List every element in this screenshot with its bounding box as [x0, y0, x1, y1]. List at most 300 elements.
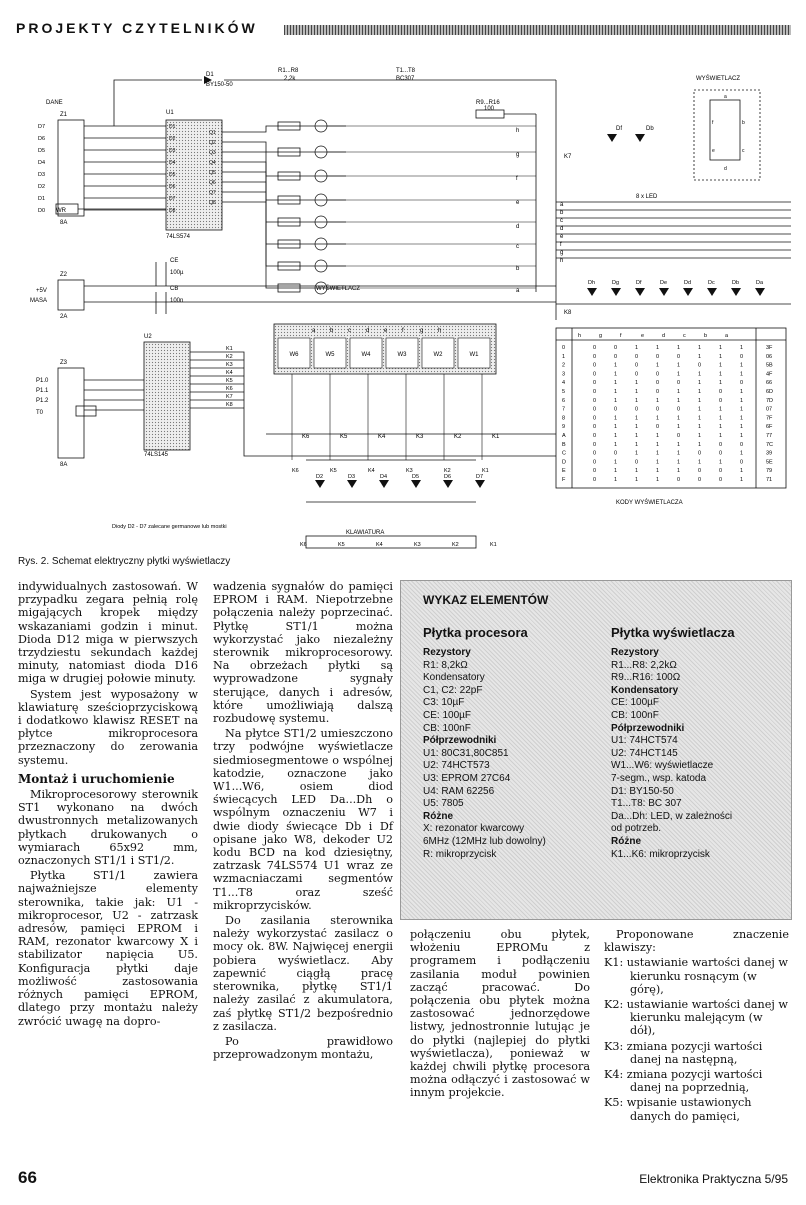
segment-label: f [560, 242, 562, 248]
pin-label: K3 [226, 362, 233, 368]
table-cell: 0 [593, 459, 597, 466]
part-item: Półprzewodniki [423, 735, 497, 747]
segment-label: f [516, 176, 518, 182]
pin-label: K1 [226, 346, 233, 352]
table-cell: 1 [719, 415, 723, 422]
table-cell: 1 [677, 362, 681, 369]
segment-label: g [420, 328, 424, 334]
pin-label: D0 [38, 208, 46, 214]
paragraph: Mikroprocesorowy sterownik ST1 wykonano na dwóch dwustronnych metalizowanych płytkach drukowanych o wymiarach 65x92 mm, oznaczonych ST1/1 i ST1/2. [18, 788, 198, 868]
table-cell: 0 [719, 468, 723, 475]
schematic-label: 100n [170, 298, 184, 304]
page-number: 66 [18, 1168, 37, 1187]
table-cell: 0 [740, 441, 744, 448]
table-cell: 2 [562, 362, 566, 369]
table-cell: 7C [766, 441, 774, 448]
table-cell: 1 [614, 371, 618, 378]
segment-label: b [742, 120, 745, 126]
part-item: 7-segm., wsp. katoda [611, 772, 707, 784]
part-item: CE: 100µF [423, 709, 472, 721]
table-cell: 0 [614, 450, 618, 457]
key-label: K3 [406, 468, 413, 474]
schematic-label: +5V [36, 288, 47, 294]
led-label: Dh [588, 280, 596, 286]
table-cell: 0 [562, 345, 566, 351]
table-cell: 1 [740, 415, 744, 422]
segment-label: b [330, 328, 334, 334]
table-cell: 1 [740, 389, 744, 395]
table-cell: 1 [698, 441, 702, 448]
schematic-label: WYŚWIETLACZ [696, 76, 741, 82]
diode-symbol [411, 480, 421, 488]
led-label: Dg [612, 280, 620, 286]
table-cell: 1 [656, 415, 660, 422]
diode-label: D6 [444, 474, 452, 480]
table-cell: 1 [719, 345, 723, 351]
table-cell: 1 [677, 468, 681, 475]
table-cell: 9 [562, 424, 566, 431]
table-cell: E [562, 468, 566, 475]
part-item: CE: 100µF [611, 697, 660, 709]
pin-label: D4 [169, 160, 176, 166]
led-symbol [635, 134, 645, 142]
table-cell: 6 [562, 397, 566, 404]
table-cell: 0 [593, 441, 597, 448]
table-cell: 1 [656, 362, 660, 369]
table-cell: 0 [677, 353, 681, 360]
table-cell: 0 [593, 397, 597, 404]
table-cell: 1 [740, 397, 744, 404]
table-cell: 0 [635, 362, 639, 369]
led-symbol [707, 288, 717, 296]
table-cell: 0 [719, 389, 723, 395]
table-cell: 0 [593, 362, 597, 369]
schematic-label: T0 [36, 410, 44, 416]
section-heading: Montaż i uruchomienie [18, 771, 175, 786]
table-cell: 0 [614, 406, 618, 413]
segment-label: g [560, 250, 564, 256]
parts-list-title: WYKAZ ELEMENTÓW [423, 593, 549, 607]
part-item: W1...W6: wyświetlacze [611, 760, 714, 772]
table-header: c [683, 333, 686, 339]
table-cell: 1 [740, 433, 744, 439]
part-item: R: mikroprzycisk [423, 848, 497, 860]
table-cell: 1 [698, 459, 702, 466]
diode-label: D3 [348, 474, 356, 480]
segment-label: h [438, 328, 442, 334]
part-item: Różne [423, 810, 453, 822]
table-cell: 0 [719, 441, 723, 448]
table-cell: 1 [656, 477, 660, 483]
led-symbol [635, 288, 645, 296]
schematic-label: P1.1 [36, 388, 49, 394]
table-cell: 0 [593, 380, 597, 387]
diode-symbol [315, 480, 325, 488]
table-cell: 1 [719, 433, 723, 439]
part-item: U1: 74HCT574 [611, 735, 678, 747]
table-cell: 0 [656, 380, 660, 387]
table-cell: 1 [614, 389, 618, 395]
table-cell: 1 [719, 406, 723, 413]
table-cell: 1 [635, 468, 639, 475]
table-cell: 1 [698, 371, 702, 378]
key-label: K3 [414, 542, 421, 548]
schematic-label: DANE [46, 100, 63, 106]
table-cell: 0 [635, 353, 639, 360]
key-label: K6 [292, 468, 299, 474]
table-cell: 39 [766, 450, 773, 457]
schematic-label: 74LS574 [166, 234, 191, 240]
paragraph: Proponowane znaczenie klawiszy: [604, 928, 789, 955]
key-label: K2 [452, 542, 459, 548]
figure-caption: Rys. 2. Schemat elektryczny płytki wyświetlaczy [18, 556, 231, 567]
table-header: e [641, 333, 645, 339]
pin-label: Q3 [209, 150, 216, 156]
led-label: Dd [684, 280, 692, 286]
pin-label: D7 [169, 196, 176, 202]
table-cell: 1 [614, 441, 618, 448]
circuit-schematic [16, 52, 791, 552]
schematic-label: 100 [484, 106, 495, 112]
table-cell: 0 [698, 468, 702, 475]
part-item: Da...Dh: LED, w zależności [611, 810, 733, 822]
text-column-3 [410, 928, 590, 1102]
table-cell: 1 [635, 441, 639, 448]
led-label: Da [756, 280, 764, 286]
table-cell: 1 [719, 362, 723, 369]
part-item: K1...K6: mikroprzycisk [611, 848, 710, 860]
segment-label: d [560, 226, 564, 232]
led-label: Df [636, 280, 642, 286]
key-list [604, 956, 789, 1122]
table-cell: 0 [593, 415, 597, 422]
table-cell: 1 [698, 345, 702, 351]
diode-symbol [475, 480, 485, 488]
table-cell: 0 [740, 353, 744, 360]
schematic-label: CB [170, 286, 179, 292]
table-cell: 1 [698, 397, 702, 404]
segment-label: e [384, 328, 388, 334]
table-cell: 1 [719, 353, 723, 360]
text-column-1 [18, 580, 198, 1030]
schematic-label: KLAWIATURA [346, 530, 385, 536]
led-symbol [607, 134, 617, 142]
table-cell: 0 [593, 353, 597, 360]
paragraph: wadzenia sygnałów do pamięci EPROM i RAM. Niepotrzebne połączenia należy poprzecinać. Płytkę ST1/1 można wykorzystać jako niezależny sterownik mikroprocesorowy. Na obrzeżach płytki są wyprowadzone sygnały sterujące, danych i adresów, które umożliwiają dalszą rozbudowę systemu. [213, 580, 393, 726]
schematic-label: D1 [206, 72, 214, 78]
table-cell: 1 [635, 380, 639, 387]
key-description: K3: zmiana pozycji wartości danej na następną, [604, 1039, 763, 1066]
table-cell: 1 [635, 389, 639, 395]
table-cell: 1 [698, 415, 702, 422]
parts-left-list [423, 647, 546, 861]
schematic-label: U1 [166, 110, 174, 116]
table-cell: 0 [677, 477, 681, 483]
table-cell: 1 [698, 433, 702, 439]
table-cell: 0 [719, 450, 723, 457]
schematic-label: 100µ [170, 270, 184, 276]
part-item: Rezystory [611, 647, 659, 658]
key-label: K1 [492, 434, 500, 440]
diode-symbol [347, 480, 357, 488]
table-cell: 1 [698, 389, 702, 395]
table-header: f [620, 333, 622, 339]
schematic-label: U2 [144, 334, 152, 340]
pin-label: K8 [226, 402, 233, 408]
page-header [16, 20, 791, 42]
table-cell: 1 [635, 345, 639, 351]
table-cell: 0 [614, 353, 618, 360]
pin-label: D7 [38, 124, 46, 130]
table-cell: 1 [656, 441, 660, 448]
diode-label: D7 [476, 474, 484, 480]
table-cell: 1 [719, 380, 723, 387]
table-cell: 1 [677, 459, 681, 466]
table-cell: 1 [740, 450, 744, 457]
key-label: K6 [300, 542, 307, 548]
part-item: R1: 8,2kΩ [423, 659, 468, 671]
schematic-label: CE [170, 258, 179, 264]
segment-label: c [560, 218, 563, 224]
key-description: K2: ustawianie wartości danej w kierunku malejącym (w dół), [604, 998, 788, 1038]
schematic-label: 8A [60, 220, 68, 226]
part-item: Półprzewodniki [611, 722, 685, 734]
segment-label: h [560, 258, 564, 264]
table-cell: 1 [719, 424, 723, 431]
table-cell: F [562, 477, 566, 483]
diode-label: D5 [412, 474, 420, 480]
key-label: K3 [416, 434, 424, 440]
part-item: U1: 80C31,80C851 [423, 747, 509, 759]
led-symbol [659, 288, 669, 296]
table-cell: 6D [766, 389, 774, 395]
table-cell: 1 [740, 406, 744, 413]
table-cell: 1 [698, 406, 702, 413]
led-symbol [755, 288, 765, 296]
table-cell: 1 [614, 424, 618, 431]
table-cell: 1 [656, 468, 660, 475]
key-description: K1: ustawianie wartości danej w kierunku rosnącym (w górę), [604, 956, 788, 996]
pin-label: K5 [226, 378, 233, 384]
pin-label: Q4 [209, 160, 216, 166]
table-cell: 1 [635, 433, 639, 439]
table-cell: 1 [677, 441, 681, 448]
pin-label: Q8 [209, 200, 216, 206]
part-item: Kondensatory [423, 672, 485, 684]
table-cell: 0 [740, 459, 744, 466]
schematic-label: 8A [60, 462, 68, 468]
table-cell: 0 [593, 424, 597, 431]
key-label: K4 [378, 434, 386, 440]
table-cell: 1 [562, 353, 566, 360]
paragraph: Po prawidłowo przeprowadzonym montażu, [213, 1034, 393, 1062]
table-cell: 66 [766, 380, 773, 387]
part-item: C3: 10µF [423, 697, 465, 709]
schematic-label: R9...R16 [476, 100, 500, 106]
table-cell: 0 [593, 371, 597, 378]
key-label: K5 [338, 542, 345, 548]
schematic-label: R1...R8 [278, 68, 299, 74]
table-cell: C [562, 450, 566, 457]
pin-label: D6 [169, 184, 176, 190]
segment-label: c [742, 148, 745, 154]
schematic-label: WYŚWIETLACZ [316, 286, 361, 292]
pin-label: D6 [38, 136, 46, 142]
key-label: K5 [330, 468, 337, 474]
part-item: Rezystory [423, 647, 471, 658]
led-symbol [587, 288, 597, 296]
pin-label: D5 [169, 172, 176, 178]
pin-label: K7 [226, 394, 233, 400]
table-cell: 0 [656, 424, 660, 431]
part-item: D1: BY150-50 [611, 785, 674, 797]
table-cell: 4 [562, 380, 566, 387]
table-cell: 0 [698, 450, 702, 457]
parts-right-list [611, 647, 732, 861]
table-cell: 1 [614, 459, 618, 466]
schematic-label: 2A [60, 314, 68, 320]
paragraph: Na płytce ST1/2 umieszczono trzy podwójne wyświetlacze siedmiosegmentowe o wspólnej katodzie, oznaczone jako W1...W6, osiem diod świecących LED Da...Dh o wspólnym oznaczeniu W7 i dwie diody świecące Db i Df opisane jako W8, dekoder U2 kodu BCD na kod dziesiętny, zatrzask 74LS574 U1 wraz ze wzmacniaczami segmentów T1...T8 oraz sześć mikroprzycisków. [213, 727, 393, 912]
table-cell: 3 [562, 371, 566, 378]
schematic-label: P1.2 [36, 398, 49, 404]
table-cell: 1 [677, 450, 681, 457]
table-cell: 7 [562, 406, 566, 413]
key-description: K4: zmiana pozycji wartości danej na poprzednią, [604, 1068, 763, 1095]
table-cell: 0 [656, 353, 660, 360]
table-cell: 06 [766, 353, 773, 360]
pin-label: Q2 [209, 140, 216, 146]
table-cell: 0 [698, 362, 702, 369]
table-cell: 77 [766, 433, 773, 439]
table-cell: 1 [614, 433, 618, 439]
segment-label: a [724, 94, 727, 100]
part-item: U4: RAM 62256 [423, 785, 495, 797]
led-label: Dc [708, 280, 715, 286]
table-cell: 0 [719, 397, 723, 404]
part-item: Różne [611, 835, 641, 847]
schematic-label: 74LS145 [144, 452, 169, 458]
part-item: U2: 74HCT573 [423, 760, 490, 772]
key-label: K5 [340, 434, 348, 440]
table-cell: 1 [719, 459, 723, 466]
display-label: W4 [361, 352, 371, 358]
table-header: h [578, 333, 582, 339]
table-cell: 0 [635, 406, 639, 413]
table-cell: D [562, 459, 566, 466]
segment-label: d [724, 166, 727, 172]
led-symbol [611, 288, 621, 296]
pin-label: D3 [38, 172, 46, 178]
segment-label: c [516, 244, 519, 250]
schematic-label: KODY WYŚWIETLACZA [616, 500, 683, 506]
table-cell: 1 [635, 450, 639, 457]
table-cell: 0 [614, 345, 618, 351]
schematic-label: BY150-50 [206, 82, 233, 88]
magazine-name: Elektronika Praktyczna 5/95 [639, 1172, 788, 1186]
key-label: K4 [368, 468, 375, 474]
pin-label: D8 [169, 208, 176, 214]
table-cell: 1 [740, 477, 744, 483]
table-cell: 1 [677, 345, 681, 351]
schematic-label: T1...T8 [396, 68, 416, 74]
table-cell: 0 [635, 371, 639, 378]
led-label: Db [732, 280, 740, 286]
table-cell: 1 [614, 468, 618, 475]
display-label: W3 [397, 352, 407, 358]
segment-label: d [366, 328, 370, 334]
table-cell: 1 [677, 371, 681, 378]
pin-label: K2 [226, 354, 233, 360]
schematic-label: K8 [564, 310, 572, 316]
table-header: d [662, 333, 666, 339]
led-label: De [660, 280, 668, 286]
table-cell: A [562, 433, 566, 439]
table-cell: 1 [677, 389, 681, 395]
table-cell: 1 [614, 380, 618, 387]
schematic-label: MASA [30, 298, 48, 304]
table-cell: 1 [656, 397, 660, 404]
schematic-label: BC307 [396, 76, 415, 82]
key-label: K1 [482, 468, 489, 474]
pin-label: D2 [169, 136, 176, 142]
part-item: CB: 100nF [423, 722, 471, 734]
table-cell: 0 [656, 389, 660, 395]
pin-label: K6 [226, 386, 233, 392]
table-cell: 0 [656, 406, 660, 413]
part-item: U2: 74HCT145 [611, 747, 678, 759]
pin-label: D1 [169, 124, 176, 130]
schematic-label: Df [616, 126, 622, 132]
pin-label: Q7 [209, 190, 216, 196]
table-cell: 0 [677, 406, 681, 413]
table-cell: 1 [740, 424, 744, 431]
key-label: K1 [490, 542, 497, 548]
table-cell: 5B [766, 362, 773, 369]
key-label: K2 [444, 468, 451, 474]
table-cell: 1 [698, 353, 702, 360]
table-cell: 1 [740, 468, 744, 475]
table-cell: 0 [593, 477, 597, 483]
key-label: K2 [454, 434, 462, 440]
part-item: CB: 100nF [611, 709, 659, 721]
schematic-label: Db [646, 126, 654, 132]
diode-symbol [443, 480, 453, 488]
parts-list-box [400, 580, 792, 920]
pin-label: D5 [38, 148, 46, 154]
pin-label: Q1 [209, 130, 216, 136]
table-cell: 0 [677, 433, 681, 439]
table-cell: 79 [766, 468, 773, 475]
table-cell: 1 [635, 415, 639, 422]
table-cell: 1 [635, 397, 639, 404]
part-item: T1...T8: BC 307 [611, 798, 682, 810]
part-item: X: rezonator kwarcowy [423, 823, 525, 835]
pin-label: Q5 [209, 170, 216, 176]
schematic-label: Z1 [60, 112, 68, 118]
part-item: C1, C2: 22pF [423, 684, 483, 696]
display-label: W5 [325, 352, 335, 358]
paragraph: indywidualnych zastosowań. W przypadku zegara pełnią rolę migających kropek między wskazaniami godzin i minut. Dioda D12 miga w pierwszych trzydziestu sekundach każdej minuty, natomiast dioda D16 miga w drugiej połowie minuty. [18, 580, 198, 686]
table-cell: 0 [593, 345, 597, 351]
segment-label: f [712, 120, 714, 126]
part-item: U5: 7805 [423, 798, 464, 810]
table-cell: 1 [740, 371, 744, 378]
schematic-label: Z3 [60, 360, 68, 366]
table-header: b [704, 333, 708, 339]
segment-label: e [516, 200, 520, 206]
parts-right-title: Płytka wyświetlacza [611, 625, 735, 640]
part-item: 6MHz (12MHz lub dowolny) [423, 835, 546, 847]
